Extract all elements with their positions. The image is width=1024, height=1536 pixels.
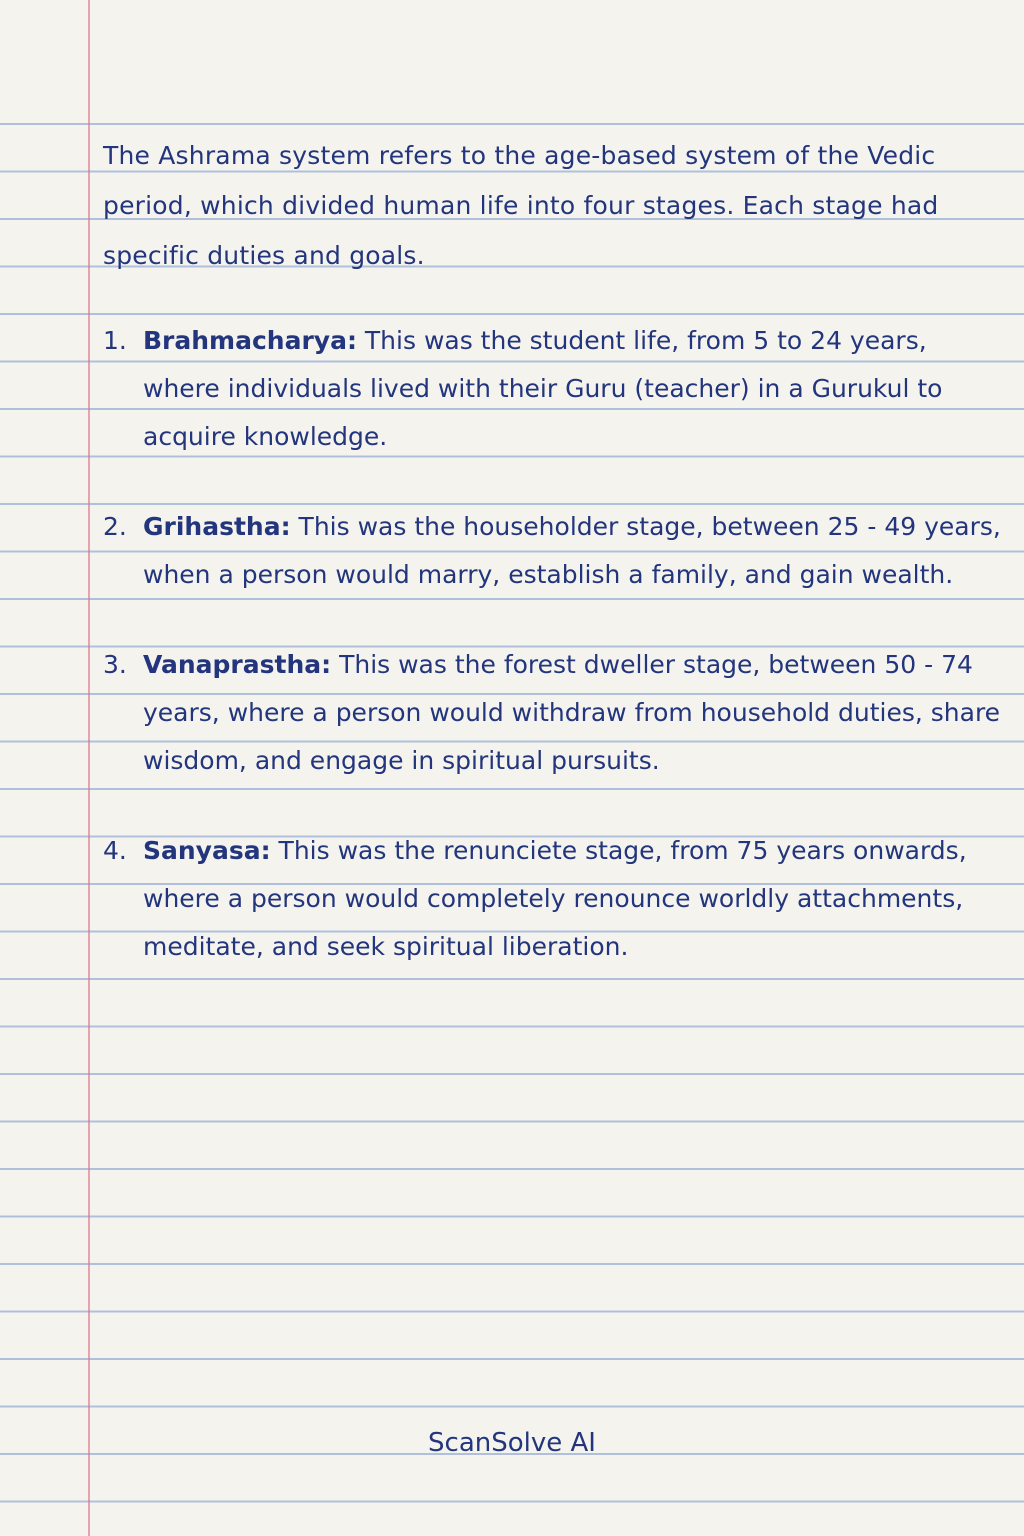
stage-description: This was the forest dweller stage, between 50 - 74 years, where a person would withdraw from household duties, share wisdom, and engage in spiritual pursuits. bbox=[143, 650, 1001, 775]
stage-name: Sanyasa: bbox=[143, 836, 271, 865]
stage-description: This was the householder stage, between 25 - 49 years, when a person would marry, establish a family, and gain wealth. bbox=[143, 512, 1001, 589]
brand-watermark: ScanSolve AI bbox=[428, 1428, 596, 1458]
stage-name: Vanaprastha: bbox=[143, 650, 332, 679]
paper-top-blank bbox=[0, 0, 1024, 118]
margin-line bbox=[88, 0, 90, 1536]
notes-content bbox=[103, 131, 1003, 1013]
stage-name: Grihastha: bbox=[143, 512, 291, 541]
stages-list bbox=[103, 317, 1003, 971]
intro-paragraph: The Ashrama system refers to the age-based system of the Vedic period, which divided human life into four stages. Each stage had specific duties and goals. bbox=[103, 141, 939, 270]
stage-number: 4. bbox=[103, 836, 127, 865]
stage-number: 3. bbox=[103, 650, 127, 679]
list-item bbox=[103, 641, 1003, 785]
list-item bbox=[103, 503, 1003, 599]
stage-description: This was the renunciete stage, from 75 years onwards, where a person would completely renounce worldly attachments, meditate, and seek spiritual liberation. bbox=[143, 836, 967, 961]
list-item bbox=[103, 827, 1003, 971]
list-item bbox=[103, 317, 1003, 461]
stage-number: 2. bbox=[103, 512, 127, 541]
stage-name: Brahmacharya: bbox=[143, 326, 357, 355]
stage-number: 1. bbox=[103, 326, 127, 355]
stage-description: This was the student life, from 5 to 24 years, where individuals lived with their Guru (teacher) in a Gurukul to acquire knowledge. bbox=[143, 326, 943, 451]
